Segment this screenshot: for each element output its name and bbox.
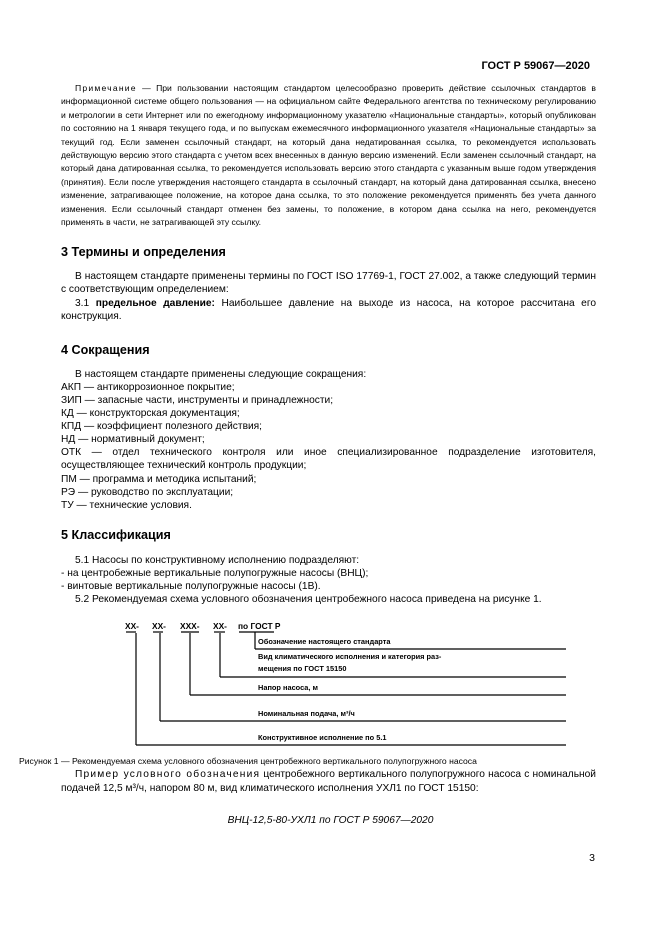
abbr-item: КПД — коэффициент полезного действия; [61,421,263,432]
bullet-item: - на центробежные вертикальные полупогружные насосы (ВНЦ); [61,568,369,579]
clause-5-1: 5.1 Насосы по конструктивному исполнению подразделяют: [75,555,360,566]
label-constructive-version: Конструктивное исполнение по 5.1 [258,733,387,742]
section-3-intro-text: В настоящем стандарте применены термины по ГОСТ ISO 17769-1, ГОСТ 27.002, а также следующий термин с соответствующим определением: [61,271,596,296]
abbr-item: ТУ — технические условия. [61,500,192,511]
label-climate-line2: мещения по ГОСТ 15150 [258,664,347,673]
bullet-item: - винтовые вертикальные полупогружные насосы (1В). [61,581,321,592]
document-header: ГОСТ Р 59067—2020 [481,60,590,72]
note-label: Примечание [75,83,137,93]
code-flow: ХХ- [152,621,166,631]
example-text: центробежного вертикального полупогружного насоса с номинальной подачей 12,5 м³/ч, напором 80 м, вид климатического исполнения УХЛ1 по ГОСТ 15150: [61,769,596,794]
abbr-item: ОТК — отдел технического контроля или иное специализированное подразделение изготовителя, осуществляющее технический контроль продукции; [61,447,596,472]
page-number: 3 [589,852,595,864]
figure-caption: Рисунок 1 — Рекомендуемая схема условного обозначения центробежного вертикального полупогружного насоса [19,756,477,766]
abbr-item: ПМ — программа и методика испытаний; [61,474,257,485]
term-name: предельное давление: [95,298,215,309]
abbr-item: РЭ — руководство по эксплуатации; [61,487,234,498]
example-label: Пример условного обозначения [75,769,261,780]
code-climate: ХХ- [213,621,227,631]
example-designation: ВНЦ-12,5-80-УХЛ1 по ГОСТ Р 59067—2020 [227,815,434,826]
code-constructive: ХХ- [125,621,139,631]
section-5-title: 5 Классификация [61,528,171,542]
abbr-item: ЗИП — запасные части, инструменты и принадлежности; [61,395,334,406]
label-nominal-flow: Номинальная подача, м³/ч [258,709,355,718]
term-definition: Наибольшее давление на выходе из насоса, на которое рассчитана его конструкция. [61,298,596,323]
label-climate-line1: Вид климатического исполнения и категория раз- [258,652,442,661]
label-standard-designation: Обозначение настоящего стандарта [258,637,391,646]
section-4-intro: В настоящем стандарте применены следующие сокращения: [75,369,367,380]
section-3-title: 3 Термины и определения [61,245,226,259]
label-pump-head: Напор насоса, м [258,683,318,692]
example-paragraph [61,768,596,795]
code-head: ХХХ- [180,621,200,631]
abbr-item: КД — конструкторская документация; [61,408,240,419]
code-standard: по ГОСТ Р [238,621,281,631]
abbr-item: АКП — антикоррозионное покрытие; [61,382,235,393]
note-text: — При пользовании настоящим стандартом целесообразно проверить действие ссылочных стандартов в информационной системе общего пользования — на официальном сайте Федерального агентства по техническому регулированию и метрологии в сети Интернет или по ежегодному информационному указателю «Национальные стандарты», который опубликован по состоянию на 1 января текущего года, и по выпускам ежемесячного информационного указателя «Национальные стандарты» за текущий год. Если заменен ссылочный стандарт, на который дана недатированная ссылка, то рекомендуется использовать действующую версию этого стандарта с учетом всех внесенных в данную версию изменений. Если заменен ссылочный стандарт, на который дана датированная ссылка, то рекомендуется использовать версию этого стандарта с указанным выше годом утверждения (принятия). Если после утверждения настоящего стандарта в ссылочный стандарт, на который дана датированная ссылка, внесено изменение, затрагивающее положение, на которое дана ссылка, то это положение рекомендуется применять без учета данного изменения. Если ссылочный стандарт отменен без замены, то положение, в котором дана ссылка на него, рекомендуется применять в части, не затрагивающей эту ссылку. [61,83,596,228]
clause-5-2: 5.2 Рекомендуемая схема условного обозначения центробежного насоса приведена на рисунке 1. [75,594,542,605]
section-4-title: 4 Сокращения [61,343,150,357]
term-number: 3.1 [75,298,96,309]
abbr-item: НД — нормативный документ; [61,434,205,445]
